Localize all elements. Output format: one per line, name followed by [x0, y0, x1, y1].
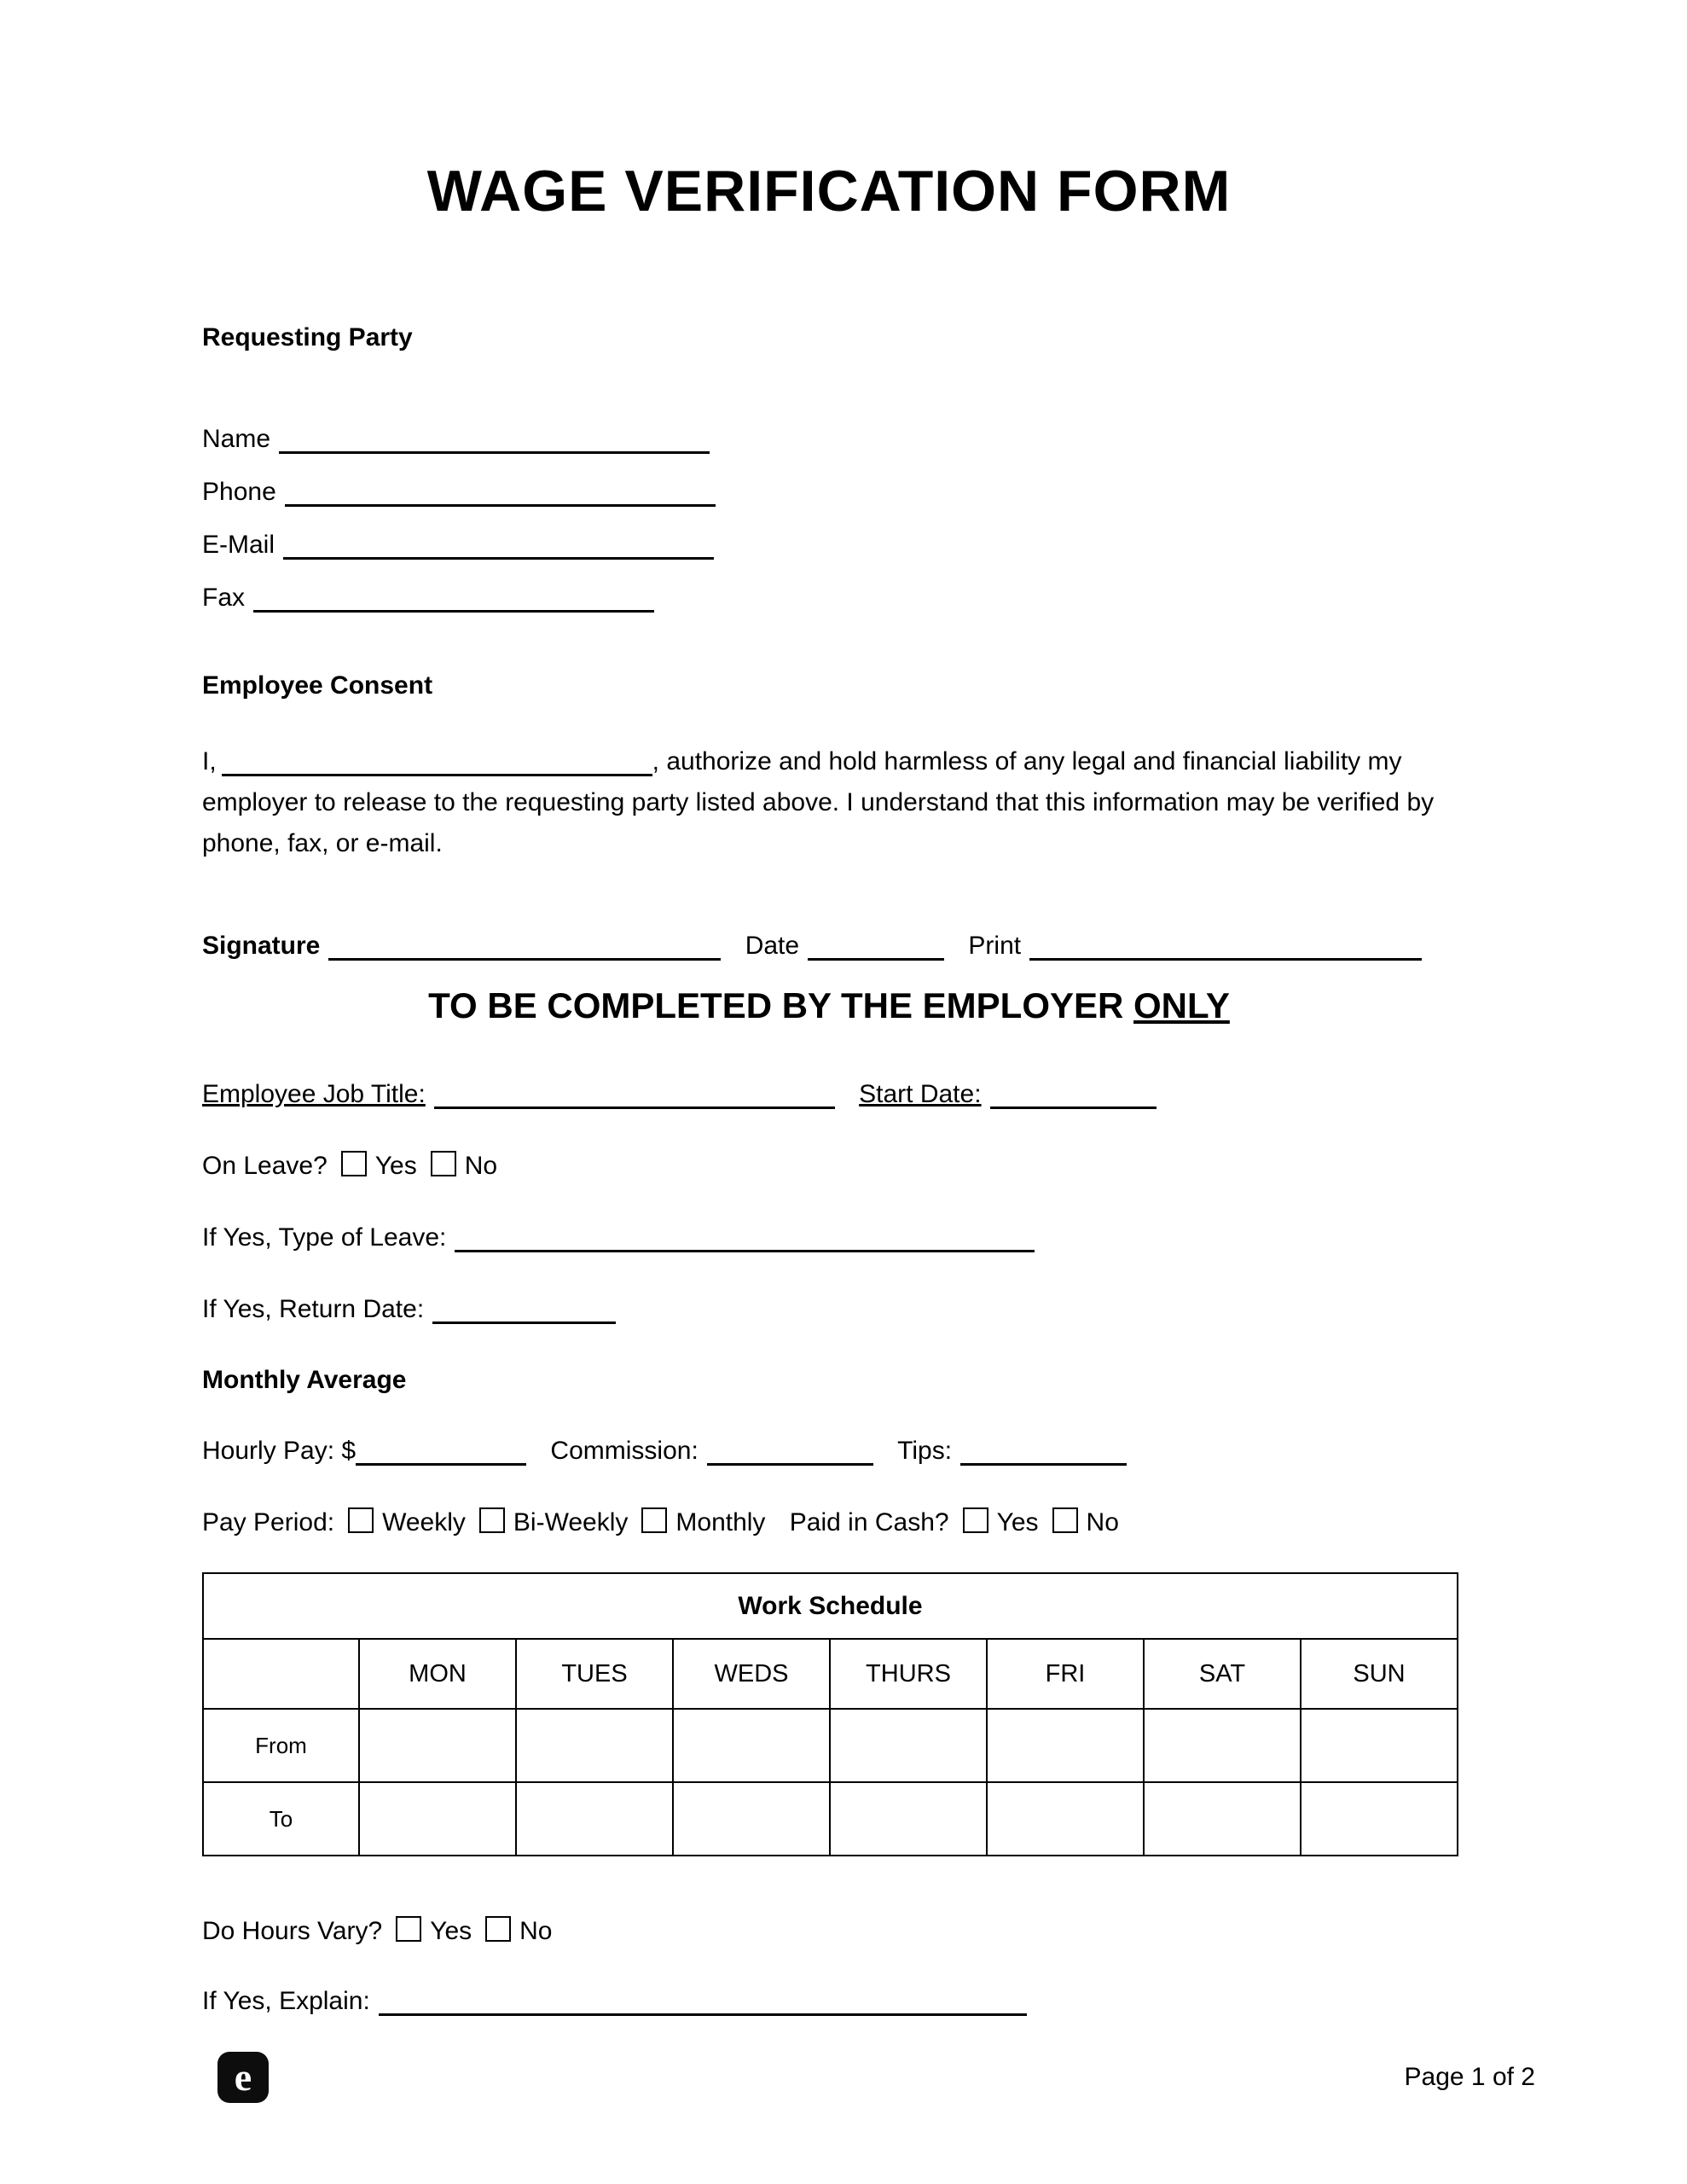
- col-header-fri: FRI: [987, 1639, 1144, 1709]
- hours-vary-label: Do Hours Vary?: [202, 1917, 383, 1945]
- type-of-leave-row: [202, 1223, 1456, 1253]
- page-number: Page 1 of 2: [1404, 2063, 1535, 2091]
- pay-period-row: [202, 1507, 1456, 1538]
- email-blank[interactable]: [283, 531, 714, 560]
- requesting-party-heading: Requesting Party: [202, 323, 413, 351]
- pay-biweekly-checkbox[interactable]: [479, 1507, 505, 1533]
- col-header-mon: MON: [359, 1639, 516, 1709]
- cash-no-checkbox[interactable]: [1052, 1507, 1078, 1533]
- to-row-label: To: [203, 1782, 359, 1856]
- monthly-average-heading: Monthly Average: [202, 1366, 407, 1394]
- schedule-cell-from-sun[interactable]: [1301, 1709, 1458, 1782]
- explain-row: [202, 1986, 1456, 2017]
- form-content: [202, 0, 1456, 2017]
- employer-heading-prefix: TO BE COMPLETED BY THE EMPLOYER: [428, 985, 1134, 1025]
- employer-section-heading: [202, 985, 1456, 1026]
- pay-period-label: Pay Period:: [202, 1508, 335, 1536]
- col-header-sat: SAT: [1144, 1639, 1301, 1709]
- weekly-label: Weekly: [382, 1508, 466, 1536]
- name-field-row: [202, 424, 1456, 455]
- employee-consent-heading: Employee Consent: [202, 671, 433, 700]
- paid-in-cash-label: Paid in Cash?: [789, 1508, 949, 1536]
- print-name-blank[interactable]: [1029, 932, 1422, 961]
- col-header-weds: WEDS: [673, 1639, 830, 1709]
- schedule-cell-to-fri[interactable]: [987, 1782, 1144, 1856]
- schedule-cell-to-sat[interactable]: [1144, 1782, 1301, 1856]
- fax-blank[interactable]: [253, 584, 654, 613]
- hours-vary-row: [202, 1916, 1456, 1947]
- phone-label: Phone: [202, 478, 276, 506]
- requesting-party-fields: [202, 424, 1456, 613]
- cash-no-label: No: [1086, 1508, 1119, 1536]
- schedule-cell-from-thurs[interactable]: [830, 1709, 987, 1782]
- schedule-cell-from-tues[interactable]: [516, 1709, 673, 1782]
- return-date-row: [202, 1294, 1456, 1325]
- tips-label: Tips:: [897, 1437, 953, 1465]
- col-header-tues: TUES: [516, 1639, 673, 1709]
- eforms-logo-letter: e: [234, 2055, 252, 2099]
- schedule-cell-from-fri[interactable]: [987, 1709, 1144, 1782]
- pay-monthly-checkbox[interactable]: [641, 1507, 667, 1533]
- hourly-pay-label: Hourly Pay: $: [202, 1437, 357, 1465]
- date-label: Date: [745, 932, 800, 960]
- cash-yes-checkbox[interactable]: [963, 1507, 988, 1533]
- start-date-label: Start Date:: [859, 1080, 982, 1108]
- on-leave-label: On Leave?: [202, 1152, 328, 1180]
- return-date-blank[interactable]: [432, 1296, 616, 1324]
- type-of-leave-blank[interactable]: [455, 1224, 1035, 1252]
- hours-vary-yes-label: Yes: [430, 1917, 472, 1945]
- job-title-label: Employee Job Title:: [202, 1080, 426, 1108]
- signature-blank[interactable]: [328, 932, 721, 961]
- signature-date-blank[interactable]: [808, 932, 944, 961]
- commission-blank[interactable]: [707, 1438, 873, 1466]
- hours-vary-no-checkbox[interactable]: [485, 1916, 511, 1942]
- email-field-row: [202, 530, 1456, 561]
- work-schedule-title: Work Schedule: [203, 1573, 1458, 1639]
- start-date-blank[interactable]: [990, 1081, 1157, 1109]
- on-leave-no-checkbox[interactable]: [431, 1151, 456, 1176]
- name-blank[interactable]: [279, 426, 710, 454]
- employer-heading-only: ONLY: [1133, 985, 1230, 1025]
- schedule-cell-to-sun[interactable]: [1301, 1782, 1458, 1856]
- form-title: WAGE VERIFICATION FORM: [426, 159, 1232, 224]
- schedule-cell-from-weds[interactable]: [673, 1709, 830, 1782]
- from-row: [203, 1709, 1458, 1782]
- hours-vary-no-label: No: [519, 1917, 553, 1945]
- job-title-blank[interactable]: [434, 1081, 835, 1109]
- cash-yes-label: Yes: [996, 1508, 1039, 1536]
- print-label: Print: [968, 932, 1022, 960]
- pay-weekly-checkbox[interactable]: [348, 1507, 374, 1533]
- monthly-label: Monthly: [675, 1508, 766, 1536]
- phone-field-row: [202, 477, 1456, 508]
- consent-intro-prefix: I,: [202, 747, 217, 775]
- commission-label: Commission:: [550, 1437, 699, 1465]
- explain-blank[interactable]: [379, 1988, 1027, 2016]
- pay-row: [202, 1436, 1456, 1467]
- on-leave-row: [202, 1151, 1456, 1182]
- consent-name-blank[interactable]: [222, 748, 652, 776]
- from-row-label: From: [203, 1709, 359, 1782]
- on-leave-yes-label: Yes: [374, 1152, 417, 1180]
- hourly-pay-blank[interactable]: [356, 1438, 526, 1466]
- fax-field-row: [202, 583, 1456, 613]
- signature-row: [202, 931, 1456, 961]
- eforms-logo: [217, 2052, 269, 2103]
- tips-blank[interactable]: [960, 1438, 1127, 1466]
- day-header-row: [203, 1639, 1458, 1709]
- consent-intro-suffix: , authorize and hold harmless of any legal and financial liability my employer to release to the requesting party listed above. I understand that this information may be verified by phone, fax, or e-mail.: [202, 747, 1435, 857]
- schedule-cell-to-thurs[interactable]: [830, 1782, 987, 1856]
- biweekly-label: Bi-Weekly: [513, 1508, 629, 1536]
- name-label: Name: [202, 425, 271, 453]
- consent-paragraph: [202, 741, 1447, 864]
- work-schedule-table: [202, 1572, 1458, 1856]
- signature-label: Signature: [202, 932, 321, 960]
- schedule-cell-to-mon[interactable]: [359, 1782, 516, 1856]
- return-date-label: If Yes, Return Date:: [202, 1295, 425, 1323]
- to-row: [203, 1782, 1458, 1856]
- schedule-cell-to-tues[interactable]: [516, 1782, 673, 1856]
- schedule-cell-from-sat[interactable]: [1144, 1709, 1301, 1782]
- col-header-thurs: THURS: [830, 1639, 987, 1709]
- type-of-leave-label: If Yes, Type of Leave:: [202, 1223, 447, 1252]
- on-leave-no-label: No: [464, 1152, 498, 1180]
- email-label: E-Mail: [202, 531, 275, 559]
- schedule-cell-to-weds[interactable]: [673, 1782, 830, 1856]
- fax-label: Fax: [202, 584, 246, 612]
- schedule-cell-from-mon[interactable]: [359, 1709, 516, 1782]
- explain-label: If Yes, Explain:: [202, 1987, 370, 2015]
- col-header-sun: SUN: [1301, 1639, 1458, 1709]
- phone-blank[interactable]: [285, 479, 716, 507]
- job-title-row: [202, 1079, 1456, 1110]
- corner-cell: [203, 1639, 359, 1709]
- on-leave-yes-checkbox[interactable]: [341, 1151, 367, 1176]
- hours-vary-yes-checkbox[interactable]: [396, 1916, 421, 1942]
